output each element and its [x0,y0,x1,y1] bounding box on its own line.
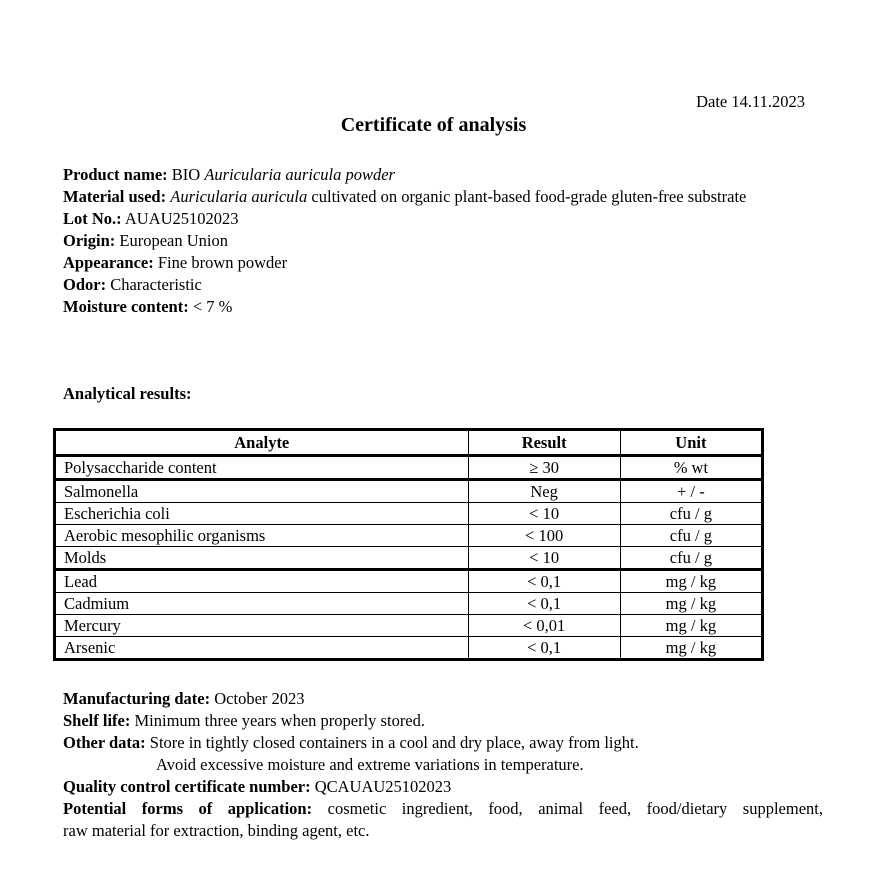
unit-cell: mg / kg [620,593,762,615]
result-cell: ≥ 30 [468,456,620,480]
column-header-result: Result [468,430,620,456]
product-name-prefix: BIO [171,165,201,184]
result-cell: < 0,1 [468,593,620,615]
appearance-line [63,252,783,274]
column-header-unit: Unit [620,430,762,456]
origin-line [63,230,783,252]
column-header-analyte: Analyte [55,430,469,456]
applications-value-2: raw material for extraction, binding agent, etc. [63,821,370,840]
table-row [55,637,763,660]
analyte-cell: Cadmium [55,593,469,615]
other-data-value-2: Avoid excessive moisture and extreme variations in temperature. [156,755,584,774]
product-info [63,164,783,318]
table-row [55,503,763,525]
analyte-cell: Polysaccharide content [55,456,469,480]
date-value: 14.11.2023 [731,92,805,111]
unit-cell: mg / kg [620,570,762,593]
table-row [55,456,763,480]
other-data-line-2 [63,754,823,776]
table-header-row [55,430,763,456]
unit-cell: cfu / g [620,503,762,525]
table-row [55,547,763,570]
manufacturing-date-line [63,688,823,710]
analytical-results-table [53,428,764,661]
applications-value-1: cosmetic ingredient, food, animal feed, food/dietary supplement, [327,799,823,818]
unit-cell: % wt [620,456,762,480]
material-used-species: Auricularia auricula [170,187,308,206]
result-cell: Neg [468,480,620,503]
qc-number-value: QCAUAU25102023 [314,777,452,796]
table-row [55,570,763,593]
odor-value: Characteristic [110,275,202,294]
analyte-cell: Lead [55,570,469,593]
applications-line [63,798,823,820]
qc-number-line [63,776,823,798]
unit-cell: mg / kg [620,615,762,637]
result-cell: < 10 [468,547,620,570]
shelf-life-label: Shelf life: [63,711,131,730]
manufacturing-date-label: Manufacturing date: [63,689,211,708]
other-data-label: Other data: [63,733,146,752]
lot-no-label: Lot No.: [63,209,122,228]
other-data-value-1: Store in tightly closed containers in a cool and dry place, away from light. [149,733,639,752]
origin-value: European Union [119,231,228,250]
unit-cell: cfu / g [620,547,762,570]
product-name-label: Product name: [63,165,168,184]
result-cell: < 0,1 [468,637,620,660]
analyte-cell: Salmonella [55,480,469,503]
footer-info [63,688,823,842]
other-data-line [63,732,823,754]
applications-label: Potential forms of application: [63,799,313,818]
qc-number-label: Quality control certificate number: [63,777,311,796]
moisture-value: < 7 % [192,297,233,316]
analyte-cell: Mercury [55,615,469,637]
analyte-cell: Molds [55,547,469,570]
appearance-label: Appearance: [63,253,154,272]
manufacturing-date-value: October 2023 [214,689,305,708]
lot-no-value: AUAU25102023 [124,209,239,228]
table-row [55,593,763,615]
product-name-value: Auricularia auricula powder [204,165,395,184]
applications-line-2 [63,820,823,842]
date-label: Date [696,92,728,111]
moisture-line [63,296,783,318]
result-cell: < 0,01 [468,615,620,637]
analyte-cell: Escherichia coli [55,503,469,525]
analyte-cell: Arsenic [55,637,469,660]
odor-line [63,274,783,296]
appearance-value: Fine brown powder [157,253,288,272]
shelf-life-line [63,710,823,732]
document-date [696,92,805,112]
moisture-label: Moisture content: [63,297,189,316]
table-row [55,615,763,637]
result-cell: < 100 [468,525,620,547]
result-cell: < 0,1 [468,570,620,593]
odor-label: Odor: [63,275,107,294]
material-used-line [63,186,783,208]
result-cell: < 10 [468,503,620,525]
analytical-results-heading: Analytical results: [63,384,192,403]
unit-cell: mg / kg [620,637,762,660]
unit-cell: + / - [620,480,762,503]
product-name-line [63,164,783,186]
material-used-label: Material used: [63,187,167,206]
document-title: Certificate of analysis [340,114,527,136]
origin-label: Origin: [63,231,116,250]
table-row [55,480,763,503]
analyte-cell: Aerobic mesophilic organisms [55,525,469,547]
material-used-value: cultivated on organic plant-based food-grade gluten-free substrate [311,187,747,206]
shelf-life-value: Minimum three years when properly stored. [134,711,426,730]
table-row [55,525,763,547]
lot-no-line [63,208,783,230]
unit-cell: cfu / g [620,525,762,547]
